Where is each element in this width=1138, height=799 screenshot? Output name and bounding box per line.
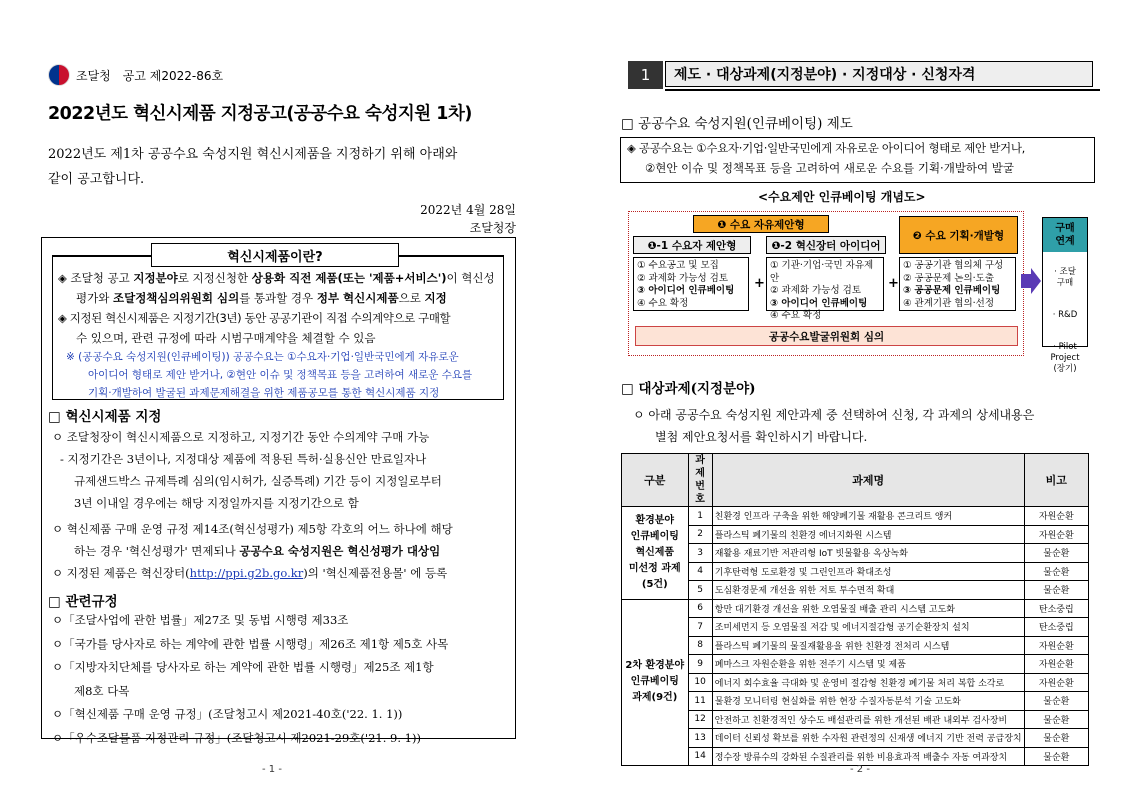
cell-note: 물순환 (1024, 581, 1088, 600)
cell-no: 11 (688, 692, 712, 711)
cell-name: 항만 대기환경 개선을 위한 오염물질 배출 관리 시스템 고도화 (712, 599, 1024, 618)
page-number-right: - 2 - (850, 764, 870, 775)
table-row (622, 618, 1089, 637)
cell-note: 물순환 (1024, 710, 1088, 729)
col-category: 구분 (622, 454, 689, 507)
diagram-purchase-linkage: 구매 연계 · 조달 구매 · R&D · Pilot Project (장기) (1042, 217, 1088, 347)
notice-number: 공고 제2022-86호 (122, 68, 224, 83)
section-regulations-list: ㅇ「조달사업에 관한 법률」제27조 및 동법 시행령 제33조 ㅇ「국가를 당사자로 하는 계약에 관한 법률 시행령」제26조 제1항 제5호 사목 ㅇ「지방자치단체를 당사자로 하는 계약에 관한 법률 시행령」제25조 제1항 제8호 다목 ㅇ「혁신제품 구매 운영 규정」(조달청고시 제2021-40호('22. 1. 1)) ㅇ「우수조달물품 지정관리 규정」(조달청고시 제2021-29호('21. 9. 1)) (52, 613, 449, 745)
col-task-name: 과제명 (712, 454, 1024, 507)
table-row (622, 581, 1089, 600)
sub-incubating-title: □ 공공수요 숙성지원(인큐베이팅) 제도 (621, 116, 853, 132)
cell-name: 데이터 신뢰성 확보를 위한 수자원 관련정의 신재생 에너지 기반 전력 공급장치 (712, 729, 1024, 748)
cell-no: 1 (688, 507, 712, 526)
cell-name: 친환경 인프라 구축을 위한 해양폐기물 재활용 콘크리트 앵커 (712, 507, 1024, 526)
diagram-block3-header: ❷ 수요 기획·개발형 (899, 216, 1018, 254)
diagram-caption: <수요제안 인큐베이팅 개념도> (758, 190, 926, 204)
cell-no: 14 (688, 747, 712, 766)
table-header-row (622, 454, 1089, 507)
cell-name: 폐마스크 자원순환을 위한 전주기 시스템 및 제품 (712, 655, 1024, 674)
agency-header (48, 64, 223, 86)
cell-note: 자원순환 (1024, 655, 1088, 674)
cell-no: 13 (688, 729, 712, 748)
cell-note: 탄소중립 (1024, 618, 1088, 637)
cell-no: 6 (688, 599, 712, 618)
innovation-market-link[interactable]: http://ppi.g2b.go.kr (189, 566, 304, 580)
cell-name: 플라스틱 폐기물의 물질재활용을 위한 친환경 전처리 시스템 (712, 636, 1024, 655)
cell-note: 자원순환 (1024, 673, 1088, 692)
page-number-left: - 1 - (262, 764, 282, 775)
table-row (622, 655, 1089, 674)
cell-name: 안전하고 친환경적인 상수도 배설관리를 위한 개선된 배관 내외부 검사장비 (712, 710, 1024, 729)
cell-no: 9 (688, 655, 712, 674)
sub-target-tasks-title: □ 대상과제(지정분야) (621, 381, 756, 397)
section-title-rule (665, 89, 1100, 91)
cell-note: 물순환 (1024, 544, 1088, 563)
diagram-block1-header: ❶-1 수요자 제안형 (633, 236, 751, 254)
cell-name: 플라스틱 폐기물의 친환경 에너지화원 시스템 (712, 525, 1024, 544)
table-row (622, 710, 1089, 729)
table-row (622, 562, 1089, 581)
diagram-block2-header: ❶-2 혁신장터 아이디어 (766, 236, 886, 254)
diagram-arrow-right-icon (1021, 268, 1041, 294)
cell-no: 12 (688, 710, 712, 729)
diagram-plus-1: + (754, 276, 765, 291)
table-row (622, 525, 1089, 544)
cell-name: 재활용 재료기반 저관리형 IoT 빗물활용 옥상녹화 (712, 544, 1024, 563)
cell-no: 10 (688, 673, 712, 692)
section-regulations-title: □ 관련규정 (48, 594, 118, 610)
diagram-committee-bar: 공공수요발굴위원회 심의 (635, 326, 1018, 346)
section-innovation-designation-title: □ 혁신시제품 지정 (48, 409, 162, 425)
intro-paragraph: 2022년도 제1차 공공수요 숙성지원 혁신시제품을 지정하기 위해 아래와 같이 공고합니다. (48, 147, 458, 187)
cell-note: 탄소중립 (1024, 599, 1088, 618)
group-cell-2: 2차 환경분야 인큐베이팅 과제(9건) (622, 599, 689, 766)
innovation-definition-text: ◈ 조달청 공고 지정분야로 지정신청한 상용화 직전 제품(또는 '제품+서비스')이 혁신성 평가와 조달정책심의위원회 심의를 통과할 경우 정부 혁신시제품으로 지정 ◈ 지정된 혁신시제품은 지정기간(3년) 동안 공공기관이 직접 수의계약으로 구매할 수 있으며, 관련 규정에 따라 시범구매계약을 체결할 수 있음 ※ (공공수요 숙성지원(인큐베이팅)) 공공수요는 ①수요자·기업·일반국민에게 자유로운 아이디어 형태로 제안 받거나, ②현안 이슈 및 정책목표 등을 고려하여 새로운 수요를 기획·개발하여 발굴된 과제문제해결을 위한 제품공모를 통한 혁신시제품 지정 (58, 268, 498, 402)
cell-no: 5 (688, 581, 712, 600)
table-row (622, 636, 1089, 655)
section-title: 제도 · 대상과제(지정분야) · 지정대상 · 신청자격 (665, 61, 1093, 87)
section-number-badge: 1 (628, 61, 663, 89)
cell-note: 물순환 (1024, 747, 1088, 766)
diagram-block2-steps: ① 기관·기업·국민 자유제안 ② 과제화 가능성 검토 ③ 아이디어 인큐베이팅 ④ 수요 확정 (766, 257, 884, 311)
table-row (622, 544, 1089, 563)
government-emblem-icon (48, 64, 70, 86)
cell-note: 자원순환 (1024, 507, 1088, 526)
cell-name: 물환경 모니터링 현실화를 위한 현장 수질자동분석 기술 고도화 (712, 692, 1024, 711)
incubating-summary-box: ◈ 공공수요는 ①수요자·기업·일반국민에게 자유로운 아이디어 형태로 제안 받거나, ②현안 이슈 및 정책목표 등을 고려하여 새로운 수요를 기획·개발하여 발굴 (620, 137, 1095, 183)
table-row (622, 507, 1089, 526)
document-title: 2022년도 혁신시제품 지정공고(공공수요 숙성지원 1차) (48, 104, 472, 124)
target-tasks-table (621, 453, 1089, 766)
cell-no: 7 (688, 618, 712, 637)
col-task-no: 과제 번호 (688, 454, 712, 507)
cell-note: 물순환 (1024, 692, 1088, 711)
cell-no: 2 (688, 525, 712, 544)
agency-name: 조달청 (76, 68, 111, 83)
issuer: 조달청장 (469, 221, 516, 235)
group-cell-1: 환경분야 인큐베이팅 혁신제품 미선정 과제 (5건) (622, 507, 689, 600)
cell-no: 3 (688, 544, 712, 563)
table-row (622, 729, 1089, 748)
cell-note: 자원순환 (1024, 636, 1088, 655)
cell-note: 물순환 (1024, 562, 1088, 581)
cell-no: 8 (688, 636, 712, 655)
cell-note: 자원순환 (1024, 525, 1088, 544)
col-note: 비고 (1024, 454, 1088, 507)
diagram-block1-steps: ① 수요공고 및 모집 ② 과제화 가능성 검토 ③ 아이디어 인큐베이팅 ④ 수요 확정 (633, 257, 749, 311)
cell-name: 에너지 회수효율 극대화 및 운영비 절감형 친환경 폐기물 처리 복합 소각로 (712, 673, 1024, 692)
diagram-free-proposal-header: ❶ 수요 자유제안형 (693, 215, 829, 233)
sub-target-tasks-text: ㅇ 아래 공공수요 숙성지원 제안과제 중 선택하여 신청, 각 과제의 상세내용은 별첨 제안요청서를 확인하시기 바랍니다. (633, 408, 1035, 444)
notice-date: 2022년 4월 28일 (420, 203, 516, 217)
section-innovation-designation-list: ㅇ 조달청장이 혁신시제품으로 지정하고, 지정기간 동안 수의계약 구매 가능 - 지정기간은 3년이나, 지정대상 제품에 적용된 특허·실용신안 만료일자나 규제샌드박스 규제특례 심의(임시허가, 실증특례) 기간 등이 지정일로부터 3년 이내일 경우에는 해당 지정일까지를 지정기간으로 함 ㅇ 혁신제품 구매 운영 규정 제14조(혁신성평가) 제5항 각호의 어느 하나에 해당 하는 경우 '혁신성평가' 면제되나 공공수요 숙성지원은 혁신성평가 대상임 ㅇ 지정된 제품은 혁신장터(http://ppi.g2b.go.kr)의 '혁신제품전용몰' 에 등록 (52, 430, 453, 580)
cell-name: 기후탄력형 도로환경 및 그린인프라 확대조성 (712, 562, 1024, 581)
table-row (622, 692, 1089, 711)
cell-no: 4 (688, 562, 712, 581)
innovation-definition-title: 혁신시제품이란? (151, 243, 399, 267)
incubating-note: ※ (공공수요 숙성지원(인큐베이팅)) 공공수요는 ①수요자·기업·일반국민에게 자유로운 아이디어 형태로 제안 받거나, ②현안 이슈 및 정책목표 등을 고려하여 새로운 수요를 기획·개발하여 발굴된 과제문제해결을 위한 제품공모를 통한 혁신시제품 지정 (66, 351, 473, 399)
cell-note: 물순환 (1024, 729, 1088, 748)
notice-date-block (420, 201, 516, 237)
cell-name: 도심환경문제 개선을 위한 저토 투수면적 확대 (712, 581, 1024, 600)
diagram-block3-steps: ① 공공기관 협의체 구성 ② 공공문제 논의·도출 ③ 공공문제 인큐베이팅 ④ 관계기관 협의·선정 (899, 257, 1016, 311)
cell-name: 조미세먼지 등 오염물질 저감 및 에너지절감형 공기순환장치 설치 (712, 618, 1024, 637)
diagram-plus-2: + (888, 276, 899, 291)
table-row (622, 599, 1089, 618)
table-row (622, 747, 1089, 766)
cell-name: 정수장 방류수의 강화된 수질관리를 위한 비용효과적 배출수 자동 여과장치 (712, 747, 1024, 766)
table-row (622, 673, 1089, 692)
